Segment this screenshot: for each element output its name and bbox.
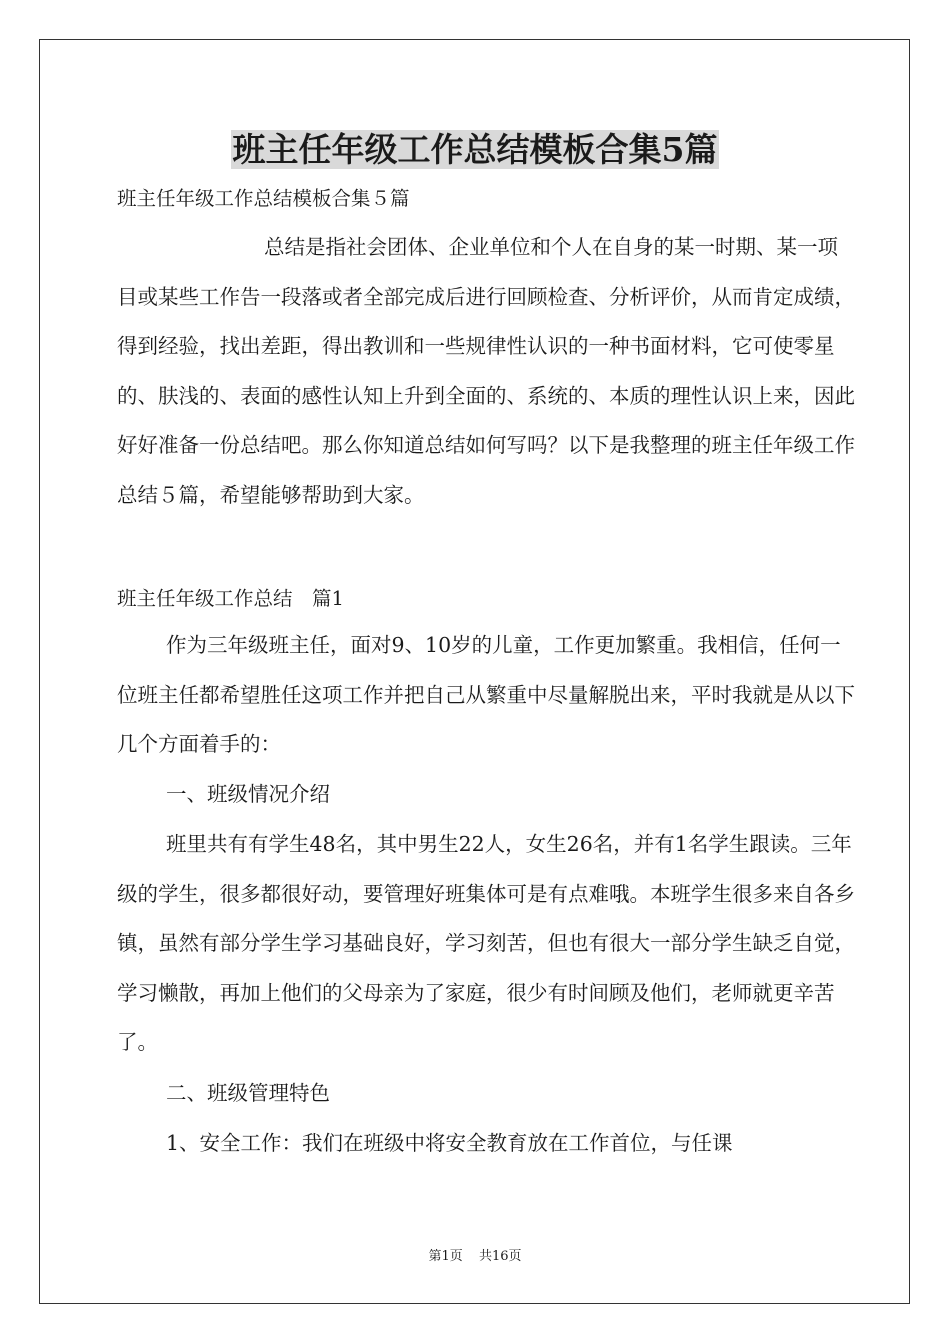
page-total: 共16页 xyxy=(478,1249,522,1264)
page-number: 第1页 xyxy=(428,1249,463,1264)
paragraph-1: 作为三年级班主任，面对9、10岁的儿童，工作更加繁重。我相信，任何一位班主任都希望胜任这项工作并把自己从繁重中尽量解脱出来，平时我就是从以下几个方面着手的： xyxy=(117,633,855,757)
paragraph-3: 1、安全工作：我们在班级中将安全教育放在工作首位，与任课 xyxy=(166,1131,733,1155)
intro-paragraph: 总结是指社会团体、企业单位和个人在自身的某一时期、某一项目或某些工作告一段落或者全部完成后进行回顾检查、分析评价，从而肯定成绩，得到经验，找出差距，得出教训和一些规律性认识的一种书面材料，它可使零星的、肤浅的、表面的感性认知上升到全面的、系统的、本质的理性认识上来，因此好好准备一份总结吧。那么你知道总结如何写吗？以下是我整理的班主任年级工作总结５篇，希望能够帮助到大家。 xyxy=(117,235,855,507)
section-heading: 班主任年级工作总结 篇1 xyxy=(117,587,344,610)
document-title xyxy=(0,128,950,172)
document-title-text: 班主任年级工作总结模板合集5篇 xyxy=(232,130,718,169)
page-footer xyxy=(0,1245,950,1264)
subheading-class-intro: 一、班级情况介绍 xyxy=(166,782,330,806)
paragraph-2: 班里共有有学生48名，其中男生22人，女生26名，并有1名学生跟读。三年级的学生，很多都很好动，要管理好班集体可是有点难哦。本班学生很多来自各乡镇，虽然有部分学生学习基础良好，学习刻苦，但也有很大一部分学生缺乏自觉，学习懒散，再加上他们的父母亲为了家庭，很少有时间顾及他们，老师就更辛苦了。 xyxy=(117,832,855,1055)
subheading-class-management: 二、班级管理特色 xyxy=(166,1081,330,1105)
document-subtitle: 班主任年级工作总结模板合集５篇 xyxy=(117,187,410,210)
